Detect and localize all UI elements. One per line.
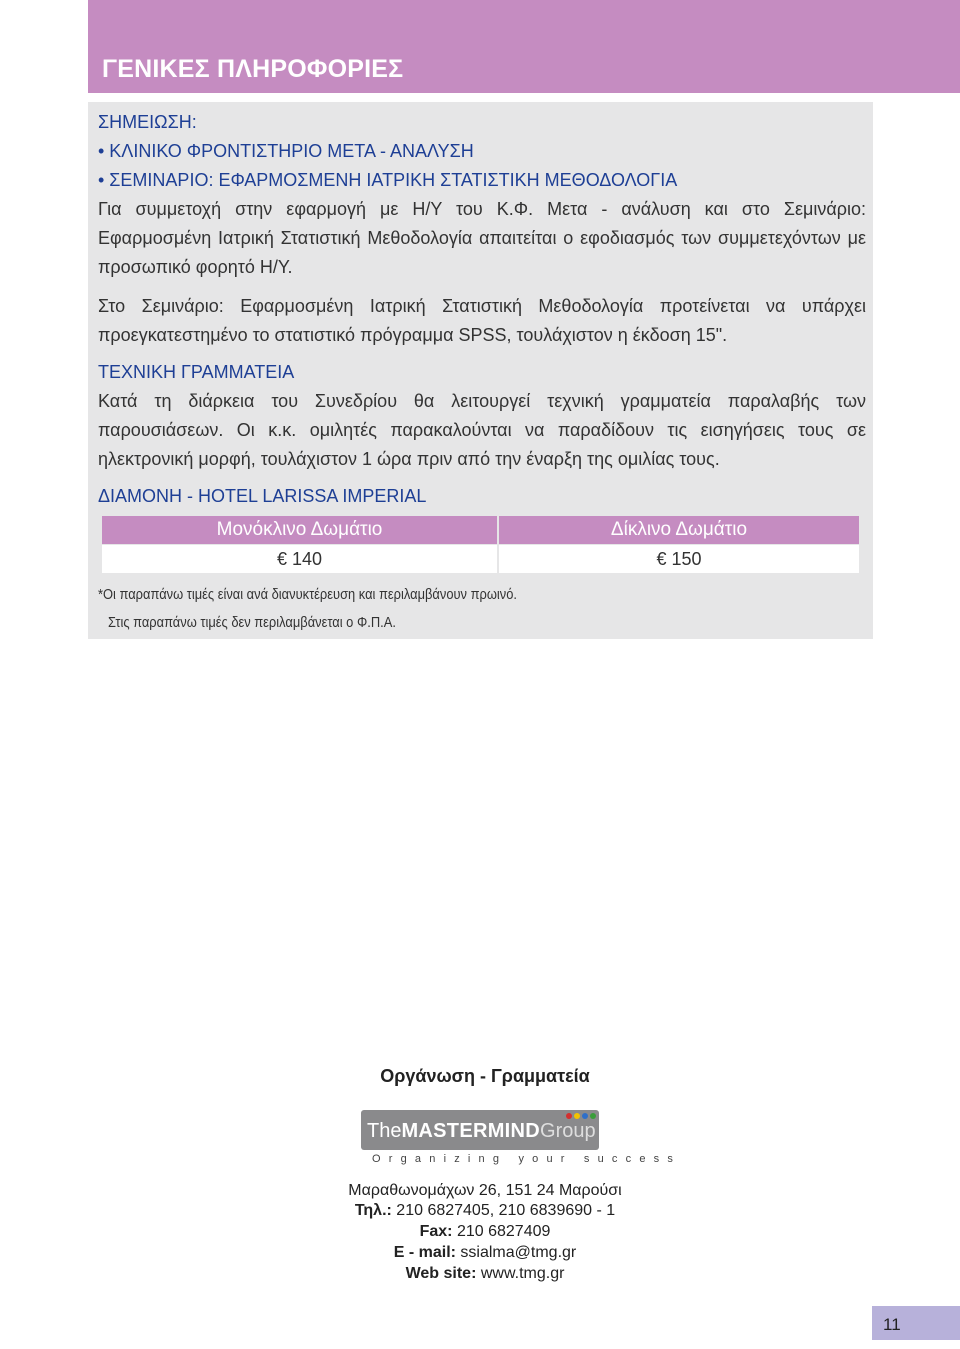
secretariat-heading: ΤΕΧΝΙΚΗ ΓΡΑΜΜΑΤΕΙΑ	[98, 362, 295, 382]
web-label: Web site:	[405, 1265, 477, 1282]
price-note-2: Στις παραπάνω τιμές δεν περιλαμβάνεται ο Φ.Π.Α.	[108, 614, 396, 631]
logo-wordmark	[367, 1118, 596, 1144]
contact-phone-line	[0, 1201, 960, 1221]
single-room-header: Μονόκλινο Δωμάτιο	[102, 516, 497, 544]
page-title: ΓΕΝΙΚΕΣ ΠΛΗΡΟΦΟΡΙΕΣ	[102, 55, 404, 83]
email-label: E - mail:	[393, 1244, 456, 1261]
logo-tagline: Organizing your success	[372, 1153, 682, 1165]
logo-dot-yellow	[574, 1113, 580, 1119]
fax-value: 210 6827409	[456, 1223, 551, 1240]
organizer-title: Οργάνωση - Γραμματεία	[380, 1066, 590, 1086]
phone-label: Τηλ.:	[354, 1202, 392, 1219]
page-number: 11	[883, 1315, 901, 1334]
contact-fax-line	[0, 1222, 960, 1242]
note-bullet-1: • ΚΛΙΝΙΚΟ ΦΡΟΝΤΙΣΤΗΡΙΟ ΜΕΤΑ - ΑΝΑΛΥΣΗ	[98, 141, 474, 161]
logo-dot-blue	[582, 1113, 588, 1119]
secretariat-paragraph: Κατά τη διάρκεια του Συνεδρίου θα λειτουργεί τεχνική γραμματεία παραλαβής των παρουσιάσεων. Οι κ.κ. ομιλητές παρακαλούνται να παραδίδουν τις εισηγήσεις τους σε ηλεκτρονική μορφή, τουλάχιστον 1 ώρα πριν από την έναρξη της ομιλίας τους.	[98, 391, 866, 469]
contact-address: Μαραθωνομάχων 26, 151 24 Μαρούσι	[348, 1182, 622, 1199]
single-room-price: € 140	[102, 545, 497, 573]
note-paragraph-1: Για συμμετοχή στην εφαρμογή με Η/Υ του Κ.Φ. Μετα - ανάλυση και στο Σεμινάριο: Εφαρμοσμένη Ιατρική Στατιστική Μεθοδολογία απαιτείται ο εφοδιασμός των συμμετεχόντων με προσωπικό φορητό Η/Υ.	[98, 199, 866, 277]
phone-value: 210 6827405, 210 6839690 - 1	[396, 1202, 616, 1219]
price-note-1: *Οι παραπάνω τιμές είναι ανά διανυκτέρευση και περιλαμβάνουν πρωινό.	[98, 586, 517, 603]
logo-dot-green	[590, 1113, 596, 1119]
double-room-header: Δίκλινο Δωμάτιο	[499, 516, 859, 544]
note-paragraph-2: Στο Σεμινάριο: Εφαρμοσμένη Ιατρική Στατιστική Μεθοδολογία προτείνεται να υπάρχει προεγκατεστημένο το στατιστικό πρόγραμμα SPSS, τουλάχιστον η έκδοση 15".	[98, 296, 866, 345]
secretariat-section	[98, 358, 866, 474]
logo-mastermind: MASTERMIND	[401, 1120, 541, 1142]
web-value[interactable]: www.tmg.gr	[480, 1265, 565, 1282]
logo-the: The	[367, 1120, 402, 1142]
logo-dot-red	[566, 1113, 572, 1119]
contact-web-line	[0, 1264, 960, 1284]
accommodation-heading: ΔΙΑΜΟΝΗ - HOTEL LARISSA IMPERIAL	[98, 486, 427, 506]
accommodation-section	[98, 482, 866, 511]
double-room-price: € 150	[499, 545, 859, 573]
email-value[interactable]: ssialma@tmg.gr	[460, 1244, 577, 1261]
fax-label: Fax:	[419, 1223, 453, 1240]
logo-group: Group	[540, 1120, 596, 1142]
note-bullet-2: • ΣΕΜΙΝΑΡΙΟ: ΕΦΑΡΜΟΣΜΕΝΗ ΙΑΤΡΙΚΗ ΣΤΑΤΙΣΤΙΚΗ ΜΕΘΟΔΟΛΟΓΙΑ	[98, 170, 678, 190]
contact-email-line	[0, 1243, 960, 1263]
note-heading: ΣΗΜΕΙΩΣΗ:	[98, 112, 197, 132]
note-section	[98, 108, 866, 350]
